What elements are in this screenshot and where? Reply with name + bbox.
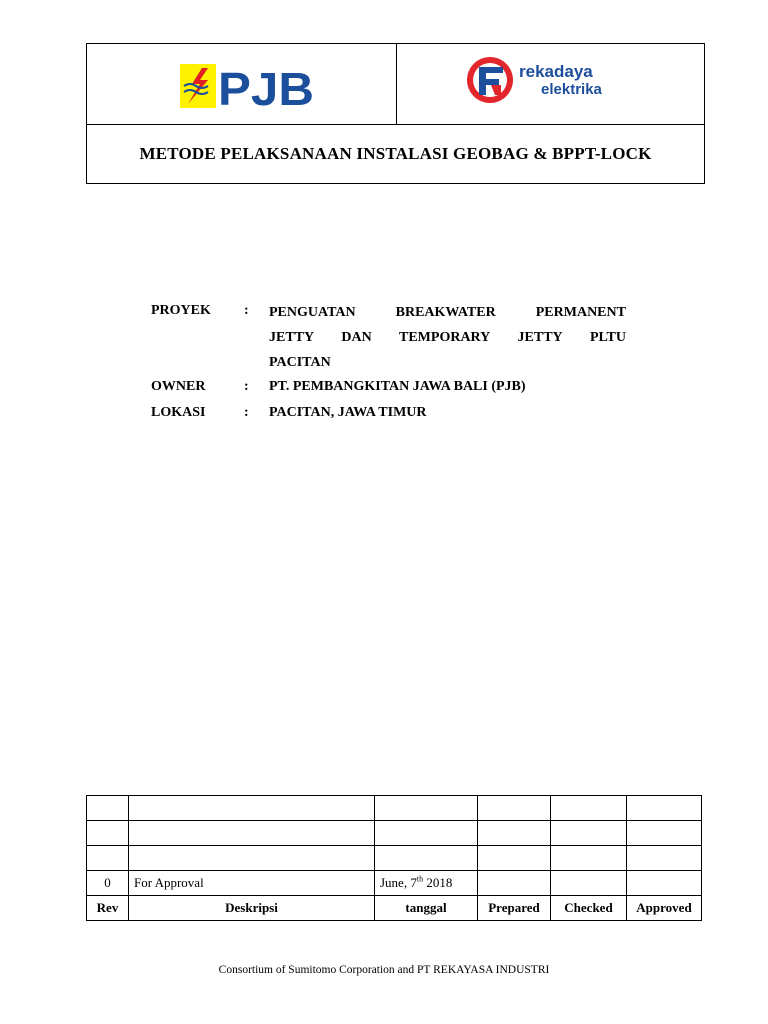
proyek-line-3: PACITAN [269,355,331,370]
table-cell [478,846,551,871]
table-cell [129,846,375,871]
proyek-word: JETTY [517,330,563,345]
table-cell [87,846,129,871]
proyek-word: PENGUATAN [269,305,356,320]
proyek-value [269,303,626,378]
rev-number-cell: 0 [87,871,129,896]
table-cell [627,871,702,896]
column-header-prepared: Prepared [478,896,551,921]
table-cell [627,821,702,846]
table-cell [627,796,702,821]
table-cell [87,796,129,821]
date-ordinal: th [416,874,424,884]
proyek-word: PLTU [589,330,626,345]
table-cell [375,796,478,821]
column-header-checked: Checked [551,896,627,921]
table-row [87,821,702,846]
table-cell [478,821,551,846]
column-header-tanggal: tanggal [375,896,478,921]
table-cell [129,821,375,846]
proyek-word: TEMPORARY [399,330,491,345]
proyek-word: PERMANENT [535,305,626,320]
table-cell [478,871,551,896]
table-row [87,871,702,896]
lokasi-label: LOKASI [151,405,206,420]
lokasi-colon: : [244,405,249,420]
table-cell [551,871,627,896]
rekadaya-logo-line2: elektrika [541,81,602,98]
table-cell [478,796,551,821]
proyek-label: PROYEK [151,303,211,318]
proyek-colon: : [244,303,249,318]
page-footer: Consortium of Sumitomo Corporation and PT REKAYASA INDUSTRI [218,964,550,976]
date-cell [375,871,478,896]
proyek-word: BREAKWATER [395,305,496,320]
table-cell [551,821,627,846]
table-row [87,846,702,871]
proyek-line-2 [269,328,626,353]
pjb-logo [180,64,316,108]
column-header-deskripsi: Deskripsi [129,896,375,921]
table-cell [87,821,129,846]
table-cell [627,846,702,871]
description-cell: For Approval [129,871,375,896]
table-header-row [87,896,702,921]
owner-colon: : [244,379,249,394]
proyek-word: JETTY [269,330,315,345]
logo-divider [396,44,397,124]
column-header-approved: Approved [627,896,702,921]
table-row [87,796,702,821]
document-title: METODE PELAKSANAAN INSTALASI GEOBAG & BPPT-LOCK [139,144,652,163]
owner-value: PT. PEMBANGKITAN JAWA BALI (PJB) [269,379,526,394]
column-header-rev: Rev [87,896,129,921]
revision-table [86,795,702,921]
logo-row [87,44,704,125]
pjb-logo-text: PJB [218,64,314,108]
proyek-line-1 [269,303,626,328]
rekadaya-elektrika-logo [465,55,635,105]
table-cell [375,821,478,846]
table-cell [129,796,375,821]
table-cell [375,846,478,871]
owner-label: OWNER [151,379,206,394]
document-header [86,43,705,184]
date-year: 2018 [423,875,453,890]
proyek-word: DAN [341,330,372,345]
lokasi-value: PACITAN, JAWA TIMUR [269,405,427,420]
rekadaya-logo-line1: rekadaya [519,62,593,81]
table-cell [551,796,627,821]
date-day: June, 7 [380,875,417,890]
table-cell [551,846,627,871]
